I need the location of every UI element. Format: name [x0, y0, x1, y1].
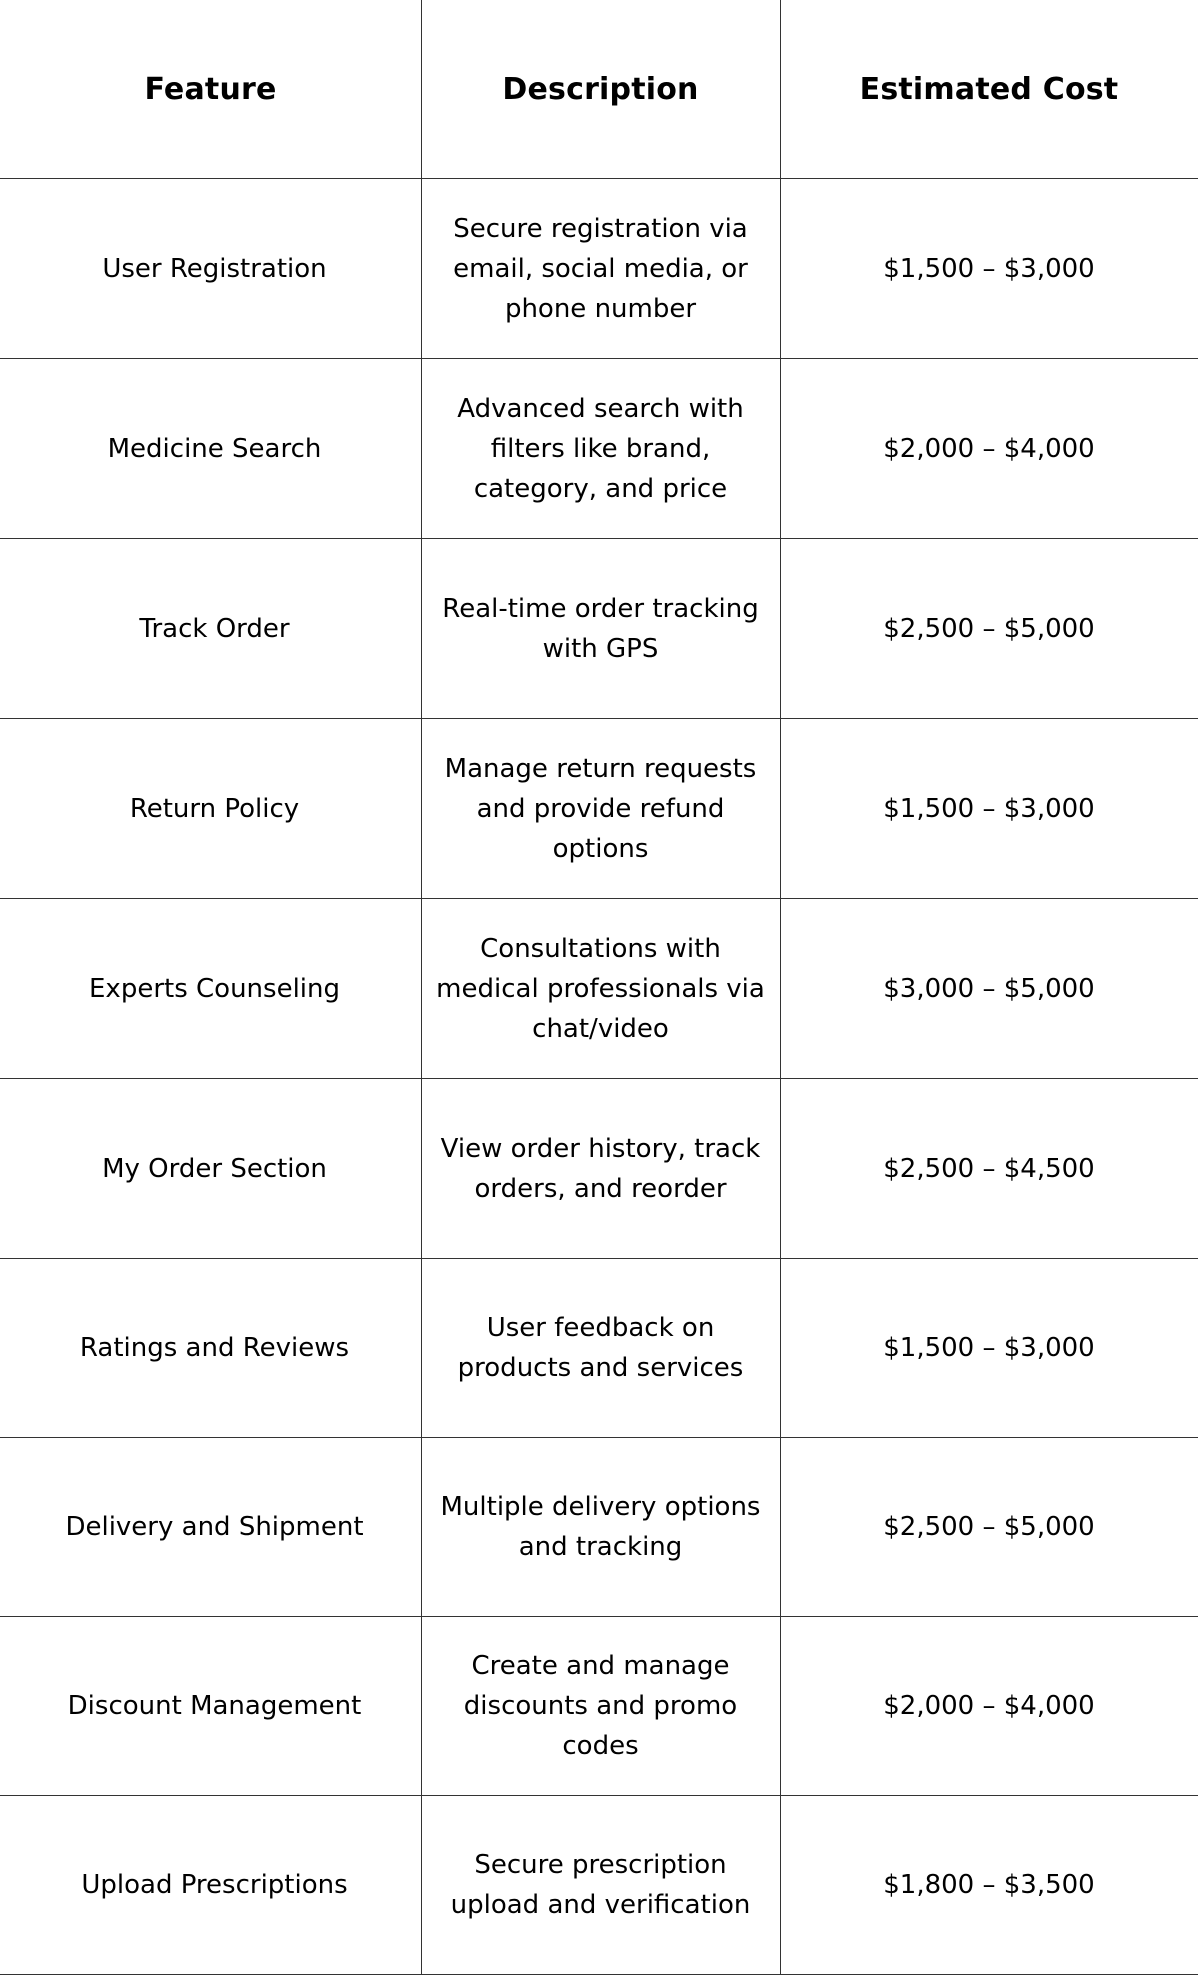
description-cell: View order history, track orders, and reorder — [440, 1134, 761, 1204]
description-cell: Real-time order tracking with GPS — [442, 594, 759, 664]
description-cell: Secure prescription upload and verification — [450, 1850, 751, 1920]
cost-cell: $2,000 – $4,000 — [883, 1691, 1095, 1721]
cost-cell: $2,500 – $4,500 — [883, 1154, 1095, 1184]
feature-cell: Upload Prescriptions — [81, 1870, 348, 1900]
feature-cell: My Order Section — [102, 1154, 327, 1184]
cost-cell: $2,500 – $5,000 — [883, 1512, 1095, 1542]
feature-cell: Ratings and Reviews — [79, 1333, 350, 1363]
description-cell: Manage return requests and provide refund options — [444, 754, 757, 864]
header-estimated-cost: Estimated Cost — [859, 71, 1119, 107]
feature-cell: Medicine Search — [107, 434, 322, 464]
description-cell: Multiple delivery options and tracking — [440, 1492, 761, 1562]
description-cell: Secure registration via email, social media, or phone number — [453, 214, 748, 324]
table-row — [0, 1617, 1198, 1796]
feature-cell: User Registration — [102, 254, 327, 284]
description-cell: Create and manage discounts and promo codes — [463, 1651, 738, 1761]
cost-cell: $2,500 – $5,000 — [883, 614, 1095, 644]
description-cell: Advanced search with filters like brand, category, and price — [457, 394, 744, 504]
feature-cell: Delivery and Shipment — [65, 1512, 364, 1542]
table-row — [0, 1080, 1198, 1259]
header-feature: Feature — [144, 71, 277, 107]
cost-cell: $1,500 – $3,000 — [883, 794, 1095, 824]
feature-cell: Experts Counseling — [89, 974, 340, 1004]
table-header-row — [0, 0, 1198, 179]
description-cell: User feedback on products and services — [457, 1313, 744, 1383]
description-cell: Consultations with medical professionals via chat/video — [436, 934, 765, 1044]
feature-cell: Track Order — [139, 614, 290, 644]
table-row — [0, 900, 1198, 1079]
cost-cell: $1,500 – $3,000 — [883, 1333, 1095, 1363]
table-row — [0, 1438, 1198, 1617]
cost-cell: $1,500 – $3,000 — [883, 254, 1095, 284]
cost-cell: $2,000 – $4,000 — [883, 434, 1095, 464]
table-row — [0, 1796, 1198, 1975]
table-row — [0, 1259, 1198, 1438]
cost-cell: $3,000 – $5,000 — [883, 974, 1095, 1004]
feature-cell: Return Policy — [129, 794, 300, 824]
cost-cell: $1,800 – $3,500 — [883, 1870, 1095, 1900]
table-row — [0, 360, 1198, 539]
table-row — [0, 720, 1198, 899]
table-row — [0, 540, 1198, 719]
feature-cell: Discount Management — [67, 1691, 362, 1721]
table-row — [0, 180, 1198, 359]
header-description: Description — [502, 71, 699, 107]
